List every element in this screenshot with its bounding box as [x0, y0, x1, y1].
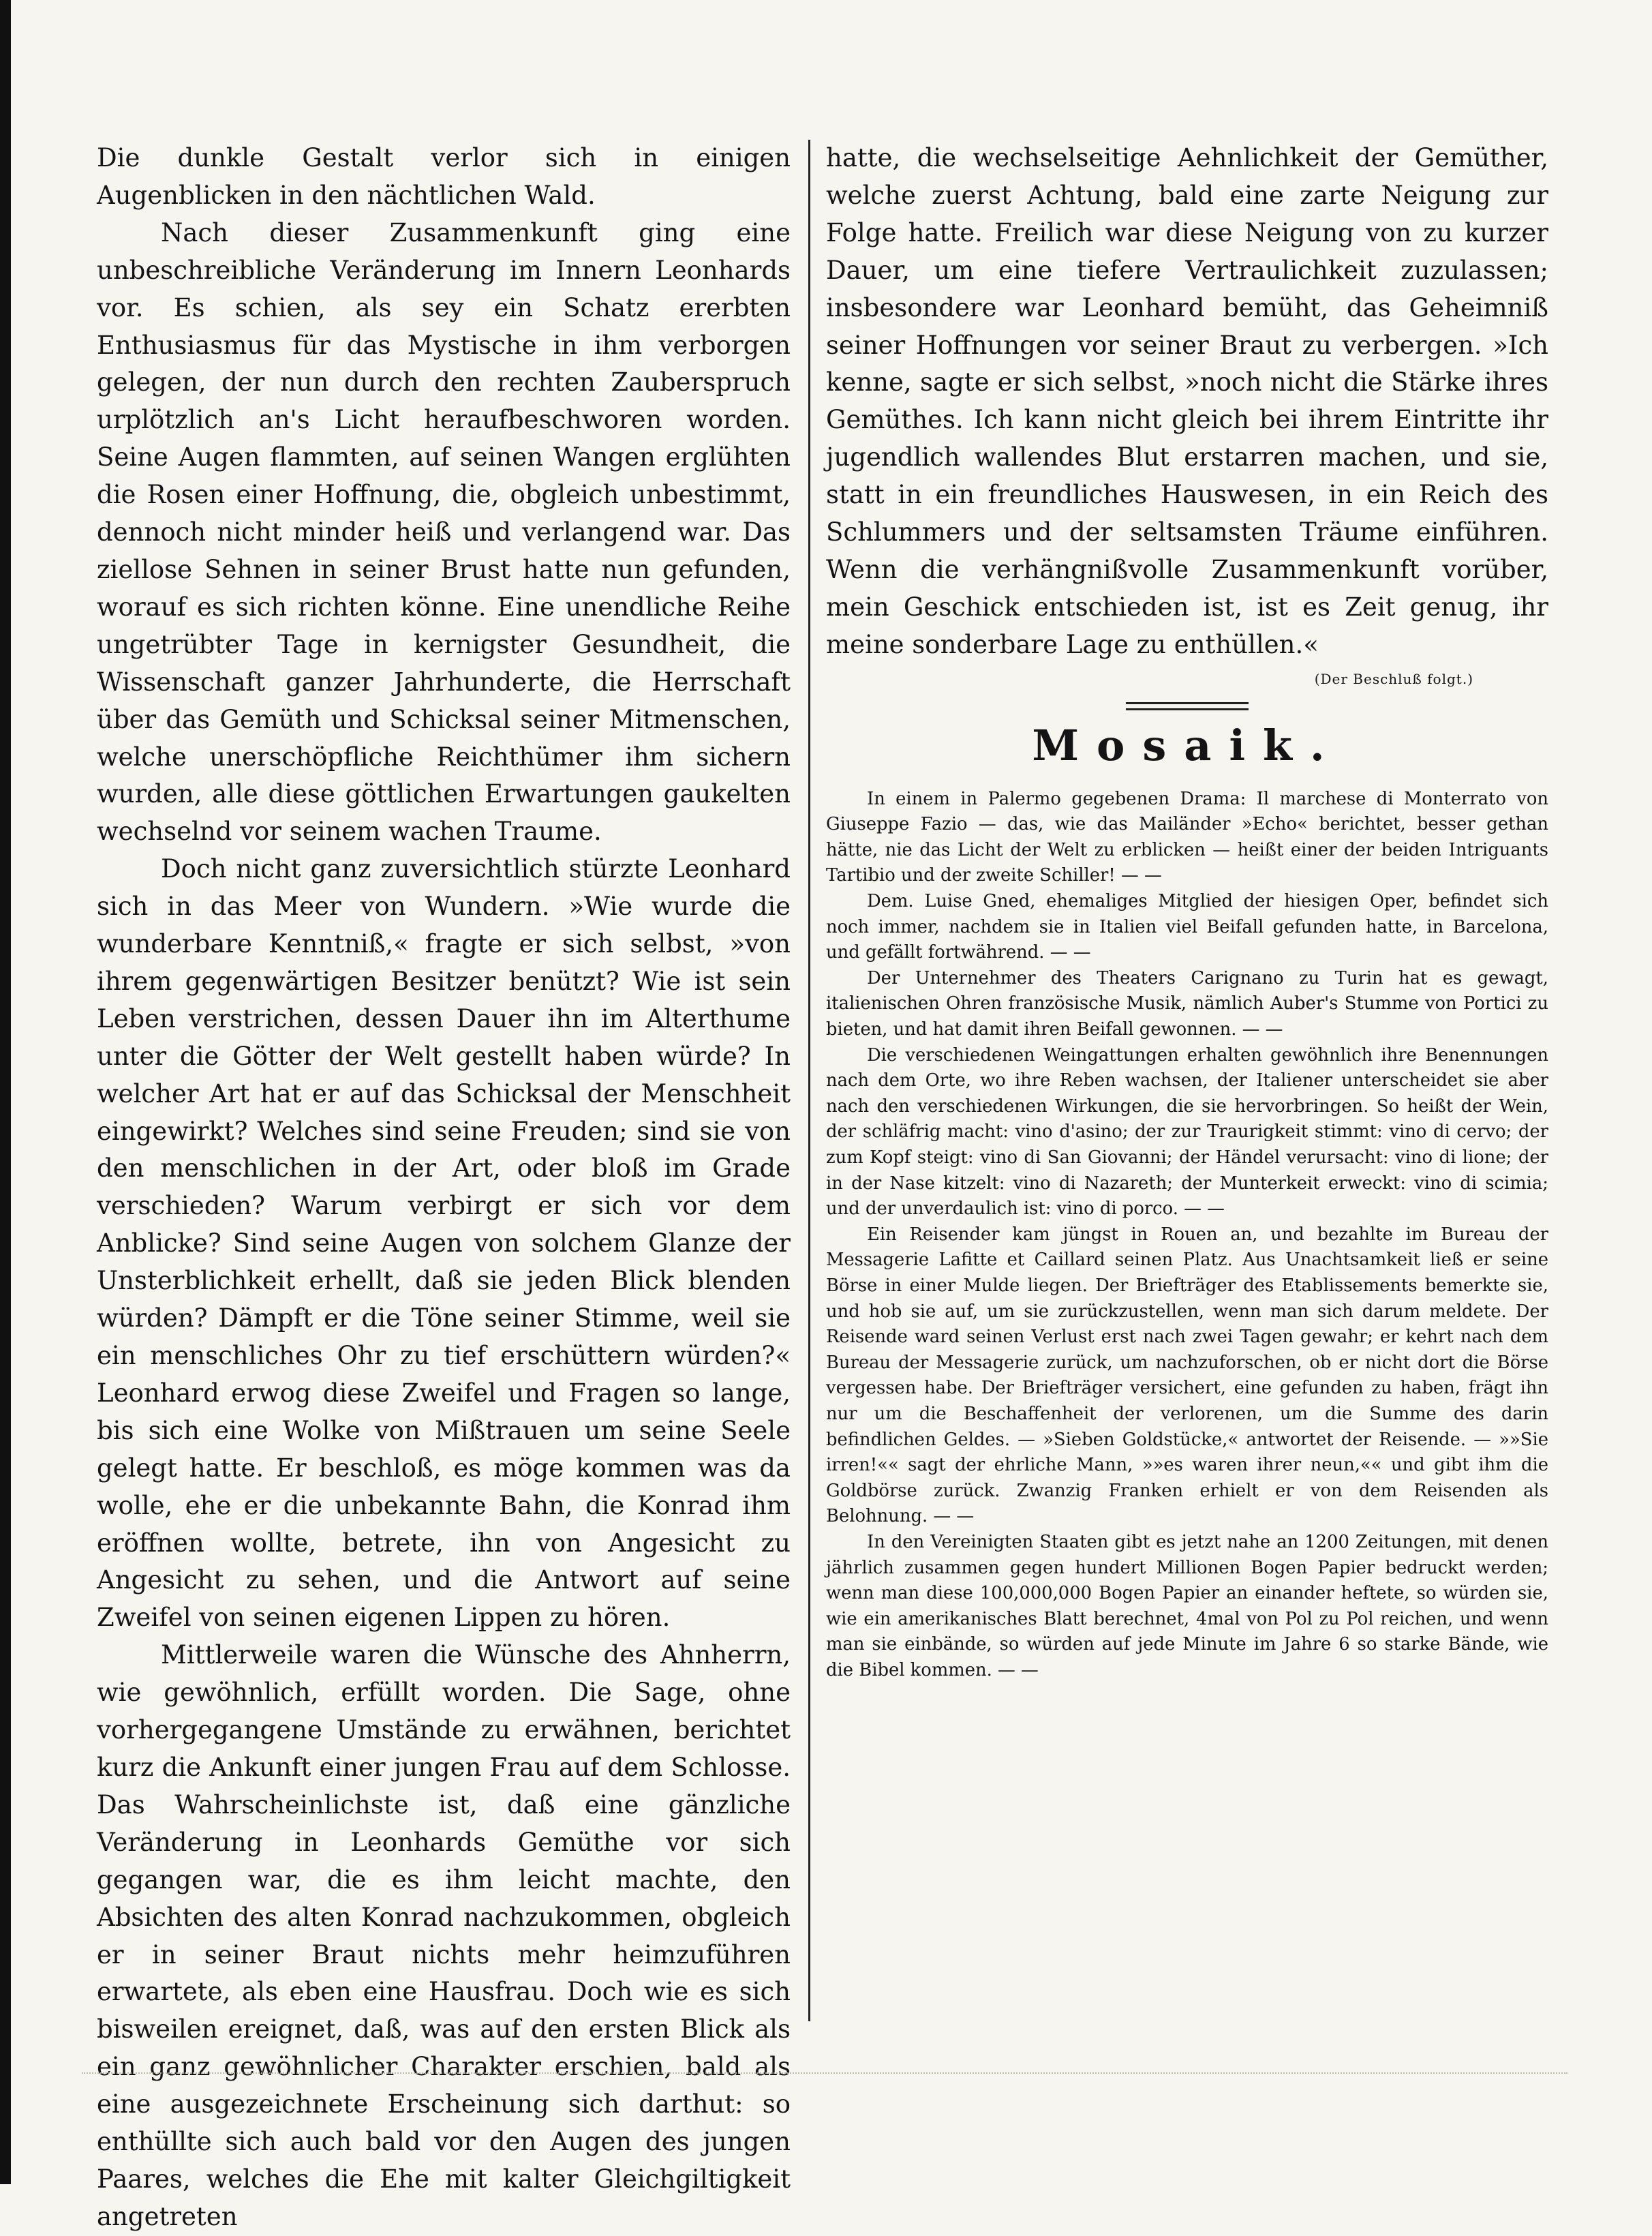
mosaic-item: In einem in Palermo gegebenen Drama: Il marchese di Monterrato von Giuseppe Fazio — das, wie das Mailänder »Echo« berichtet, besser gethan hätte, nie das Licht der Welt zu erblicken — heißt einer der beiden Intriguants Tartibio und der zweite Schiller! — — — [826, 788, 1548, 886]
mosaic-item: In den Vereinigten Staaten gibt es jetzt nahe an 1200 Zeitungen, mit denen jährlich zusammen gegen hundert Millionen Bogen Papier bedruckt werden; wenn man diese 100,000,000 Bogen Papier an einander heftete, so würden sie, wie ein amerikanisches Blatt berechnet, 4mal von Pol zu Pol reichen, und wenn man sie einbände, so würden auf jede Minute im Jahre 6 so starke Bände, wie die Bibel kommen. — — — [826, 1531, 1548, 1680]
mosaic-item: Der Unternehmer des Theaters Carignano zu Turin hat es gewagt, italienischen Ohren französische Musik, nämlich Auber's Stumme von Portici zu bieten, und hat damit ihren Beifall gewonnen. — — — [826, 967, 1548, 1040]
mosaic-item: Die verschiedenen Weingattungen erhalten gewöhnlich ihre Benennungen nach dem Orte, wo ihre Reben wachsen, der Italiener unterscheidet sie aber nach den verschiedenen Wirkungen, die sie hervorbringen. So heißt der Wein, der schläfrig macht: vino d'asino; der zur Traurigkeit stimmt: vino di cervo; der zum Kopf steigt: vino di San Giovanni; der Händel verursacht: vino di lione; der in der Nase kitzelt: vino di Nazareth; der Munterkeit erweckt: vino di scimia; und der unverdaulich ist: vino di porco. — — — [826, 1044, 1548, 1220]
story-paragraph-3: Doch nicht ganz zuversichtlich stürzte Leonhard sich in das Meer von Wundern. »Wie wurde die wunderbare Kenntniß,« fragte er sich selbst, »von ihrem gegenwärtigen Besitzer benützt? Wie ist sein Leben verstrichen, dessen Dauer ihn im Alterthume unter die Götter der Welt gestellt haben würde? In welcher Art hat er auf das Schicksal der Menschheit eingewirkt? Welches sind seine Freuden; sind sie von den menschlichen in der Art, oder bloß im Grade verschieden? Warum verbirgt er sich vor dem Anblicke? Sind seine Augen von solchem Glanze der Unsterblichkeit erhellt, daß sie jeden Blick blenden würden? Dämpft er die Töne seiner Stimme, weil sie ein menschliches Ohr zu tief erschüttern würden?« Leonhard erwog diese Zweifel und Fragen so lange, bis sich eine Wolke von Mißtrauen um seine Seele gelegt hatte. Er beschloß, es möge kommen was da wolle, ehe er die unbekannte Bahn, die Konrad ihm eröffnen wollte, betrete, ihn von Angesicht zu Angesicht zu sehen, und die Antwort auf seine Zweifel von seinen eigenen Lippen zu hören. — [97, 854, 791, 1633]
story-paragraph-2: Nach dieser Zusammenkunft ging eine unbeschreibliche Veränderung im Innern Leonhards vor. Es schien, als sey ein Schatz ererbten Enthusiasmus für das Mystische in ihm verborgen gelegen, der nun durch den rechten Zauberspruch urplötzlich an's Licht heraufbeschworen worden. Seine Augen flammten, auf seinen Wangen erglühten die Rosen einer Hoffnung, die, obgleich unbestimmt, dennoch nicht minder heiß und verlangend war. Das ziellose Sehnen in seiner Brust hatte nun gefunden, worauf es sich richten könne. Eine unendliche Reihe ungetrübter Tage in kernigster Gesundheit, die Wissenschaft ganzer Jahrhunderte, die Herrschaft über das Gemüth und Schicksal seiner Mitmenschen, welche unerschöpfliche Reichthümer ihm sichern wurden, alle diese göttlichen Erwartungen gaukelten wechselnd vor seinem wachen Traume. — [97, 217, 791, 847]
column-divider — [808, 140, 810, 2021]
section-divider — [1126, 702, 1249, 710]
mosaic-item: Ein Reisender kam jüngst in Rouen an, und bezahlte im Bureau der Messagerie Lafitte et Caillard seinen Platz. Aus Unachtsamkeit ließ er seine Börse in einer Mulde liegen. Der Briefträger des Etablissements bemerkte sie, und hob sie auf, um sie zurückzustellen, wenn man sich darum meldete. Der Reisende ward seinen Verlust erst nach zwei Tagen gewahr; er kehrt nach dem Bureau der Messagerie zurück, um nachzuforschen, ob er nicht dort die Börse vergessen habe. Der Briefträger versichert, eine gefunden zu haben, frägt ihn nur um die Beschaffenheit der verlorenen, um die Summe des darin befindlichen Geldes. — »Sieben Goldstücke,« antwortet der Reisende. — »»Sie irren!«« sagt der ehrliche Mann, »»es waren ihrer neun,«« und gibt ihm die Goldbörse zurück. Zwanzig Franken erhielt er von dem Reisenden als Belohnung. — — — [826, 1224, 1548, 1527]
right-column — [826, 140, 1548, 1683]
continued-note: (Der Beschluß folgt.) — [1314, 670, 1473, 687]
scan-edge — [0, 0, 11, 2184]
bottom-scan-noise — [82, 2072, 1567, 2081]
section-heading: Mosaik. — [1032, 720, 1343, 770]
mosaic-item: Dem. Luise Gned, ehemaliges Mitglied der hiesigen Oper, befindet sich noch immer, nachdem sie in Italien viel Beifall gefunden hatte, in Barcelona, und gefällt fortwährend. — — — [826, 891, 1548, 963]
mosaic-items — [826, 787, 1548, 1684]
story-paragraph-4: Mittlerweile waren die Wünsche des Ahnherrn, wie gewöhnlich, erfüllt worden. Die Sage, ohne vorhergegangene Umstände zu erwähnen, berichtet kurz die Ankunft einer jungen Frau auf dem Schlosse. Das Wahrscheinlichste ist, daß eine gänzliche Veränderung in Leonhards Gemüthe vor sich gegangen war, die es ihm leicht machte, den Absichten des alten Konrad nachzukommen, obgleich er in seiner Braut nichts mehr heimzuführen erwartete, als eben eine Hausfrau. Doch wie es sich bisweilen ereignet, daß, was auf den ersten Blick als ein ganz gewöhnlicher Charakter erschien, bald als eine ausgezeichnete Erscheinung sich darthut: so enthüllte sich auch bald vor den Augen des jungen Paares, welches die Ehe mit kalter Gleichgiltigkeit angetreten — [97, 1640, 791, 2231]
story-continuation: hatte, die wechselseitige Aehnlichkeit der Gemüther, welche zuerst Achtung, bald eine zarte Neigung zur Folge hatte. Freilich war diese Neigung von zu kurzer Dauer, um eine tiefere Vertraulichkeit zuzulassen; insbesondere war Leonhard bemüht, das Geheimniß seiner Hoffnungen vor seiner Braut zu verbergen. »Ich kenne, sagte er sich selbst, »noch nicht die Stärke ihres Gemüthes. Ich kann nicht gleich bei ihrem Eintritte ihr jugendlich wallendes Blut erstarren machen, und sie, statt in ein freundliches Hauswesen, in ein Reich des Schlummers und der seltsamsten Träume einführen. Wenn die verhängnißvolle Zusammenkunft vorüber, mein Geschick entschieden ist, ist es Zeit genug, ihr meine sonderbare Lage zu enthüllen.« — [826, 143, 1548, 659]
story-paragraph-1: Die dunkle Gestalt verlor sich in einigen Augenblicken in den nächtlichen Wald. — [97, 143, 791, 210]
left-column — [97, 140, 791, 2236]
